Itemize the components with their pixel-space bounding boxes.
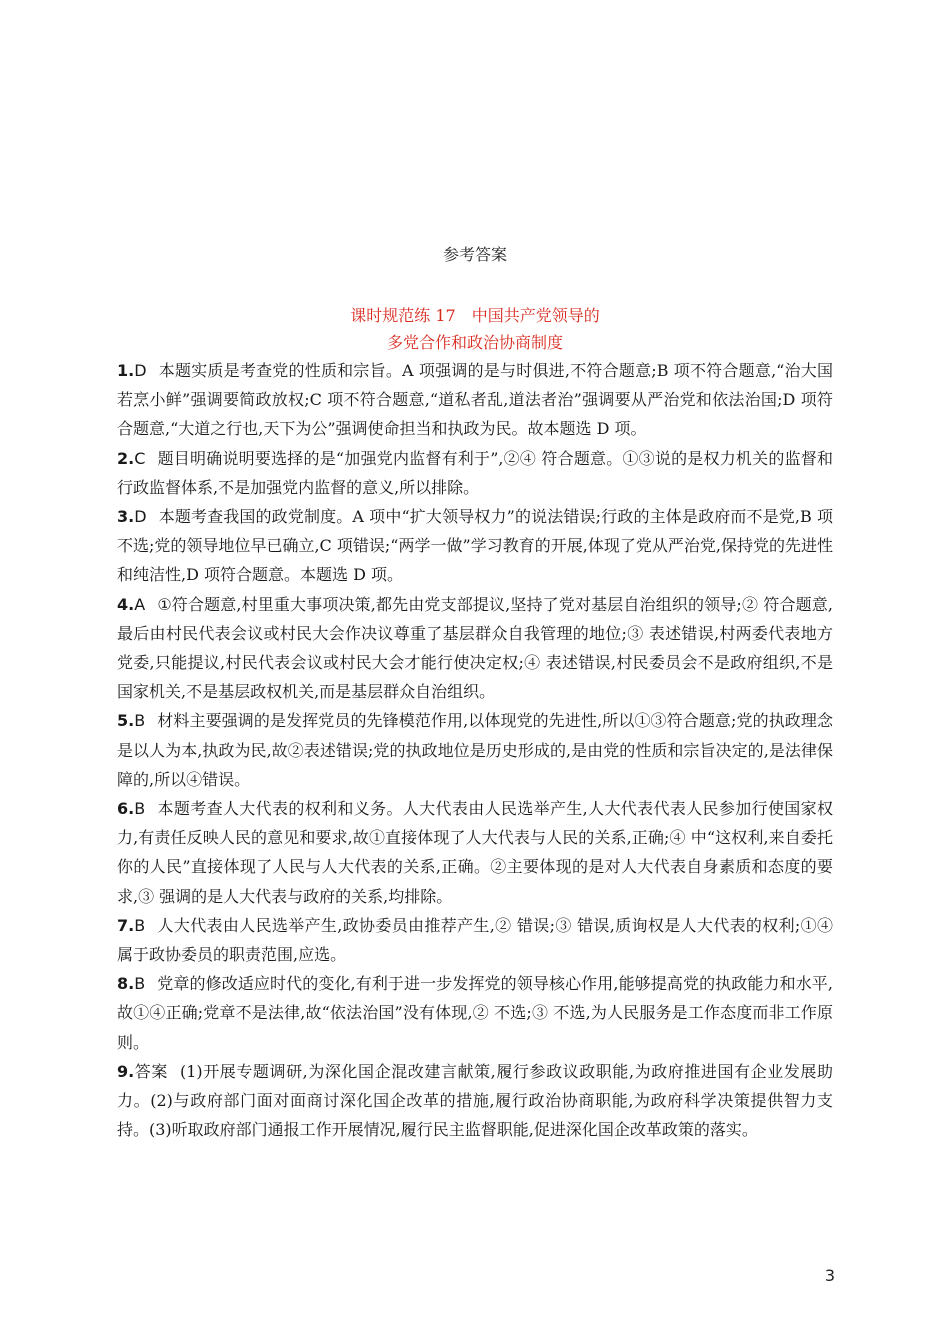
answer-item-9 [117, 1057, 833, 1145]
answer-key: B [134, 974, 146, 994]
page-number: 3 [824, 1266, 835, 1285]
section-title-line-2: 多党合作和政治协商制度 [386, 333, 563, 352]
answer-explanation: 本题考查人大代表的权利和义务。人大代表由人民选举产生,人大代表代表人民参加行使国家权力,有责任反映人民的意见和要求,故①直接体现了人大代表与人民的关系,正确;④ 中“这权利,来自委托你的人民”直接体现了人民与人大代表的关系,正确。②主要体现的是对人大代表自身素质和态度的要求,③ 强调的是人大代表与政府的关系,均排除。 [117, 799, 833, 906]
answer-item-3 [117, 502, 833, 590]
answer-key: D [134, 361, 147, 380]
answer-explanation: 本题考查我国的政党制度。A 项中“扩大领导权力”的说法错误;行政的主体是政府而不是党,B 项不选;党的领导地位早已确立,C 项错误;“两学一做”学习教育的开展,体现了党从严治党,保持党的先进性和纯洁性,D 项符合题意。本题选 D 项。 [117, 507, 833, 585]
answer-key: A [134, 594, 146, 614]
answer-item-8 [117, 969, 833, 1057]
section-title [0, 302, 950, 356]
answer-number: 2. [117, 448, 135, 468]
page-heading: 参考答案 [442, 245, 507, 264]
answer-explanation: (1)开展专题调研,为深化国企混改建言献策,履行参政议政职能,为政府推进国有企业发展助力。(2)与政府部门面对面商讨深化国企改革的措施,履行政治协商职能,为政府科学决策提供智力支持。(3)听取政府部门通报工作开展情况,履行民主监督职能,促进深化国企改革政策的落实。 [117, 1061, 833, 1140]
answer-item-1 [117, 356, 833, 444]
answer-explanation: 人大代表由人民选举产生,政协委员由推荐产生,② 错误;③ 错误,质询权是人大代表的权利;①④ 属于政协委员的职责范围,应选。 [117, 915, 833, 965]
answer-key: 答案 [134, 1061, 168, 1081]
answer-number: 5. [117, 711, 135, 731]
answer-explanation: 党章的修改适应时代的变化,有利于进一步发挥党的领导核心作用,能够提高党的执政能力和水平,故①④正确;党章不是法律,故“依法治国”没有体现,② 不选;③ 不选,为人民服务是工作态度而非工作原则。 [117, 974, 833, 1052]
answer-key: C [134, 448, 146, 468]
answer-number: 9. [117, 1061, 135, 1081]
answer-key: B [134, 915, 146, 935]
answer-number: 6. [117, 799, 135, 819]
answer-key: B [134, 711, 146, 731]
answer-number: 8. [117, 974, 135, 994]
answer-number: 4. [117, 594, 135, 614]
answer-item-5 [117, 706, 833, 794]
answer-item-7 [117, 911, 833, 969]
answer-number: 1. [117, 361, 135, 380]
answer-item-2 [117, 444, 833, 502]
answer-key: D [134, 507, 147, 527]
answer-explanation: 材料主要强调的是发挥党员的先锋模范作用,以体现党的先进性,所以①③符合题意;党的执政理念是以人为本,执政为民,故②表述错误;党的执政地位是历史形成的,是由党的性质和宗旨决定的,是法律保障的,所以④错误。 [117, 711, 833, 789]
answer-key: B [134, 799, 146, 819]
section-title-line-1: 课时规范练 17 中国共产党领导的 [350, 306, 600, 325]
answer-explanation: 题目明确说明要选择的是“加强党内监督有利于”,②④ 符合题意。①③说的是权力机关的监督和行政监督体系,不是加强党内监督的意义,所以排除。 [117, 448, 833, 497]
answer-number: 3. [117, 507, 135, 527]
answer-explanation: ①符合题意,村里重大事项决策,都先由党支部提议,坚持了党对基层自治组织的领导;② 符合题意,最后由村民代表会议或村民大会作决议尊重了基层群众自我管理的地位;③ 表述错误,村两委代表地方党委,只能提议,村民代表会议或村民大会才能行使决定权;④ 表述错误,村民委员会不是政府组织,不是国家机关,不是基层政权机关,而是基层群众自治组织。 [117, 594, 833, 702]
answer-explanation: 本题实质是考查党的性质和宗旨。A 项强调的是与时俱进,不符合题意;B 项不符合题意,“治大国若烹小鲜”强调要简政放权;C 项不符合题意,“道私者乱,道法者治”强调要从严治党和依法治国;D 项符合题意,“大道之行也,天下为公”强调使命担当和执政为民。故本题选 D 项。 [117, 361, 833, 439]
answer-item-4 [117, 590, 833, 707]
answer-list [117, 356, 833, 1144]
answer-item-6 [117, 794, 833, 911]
answer-number: 7. [117, 915, 135, 935]
